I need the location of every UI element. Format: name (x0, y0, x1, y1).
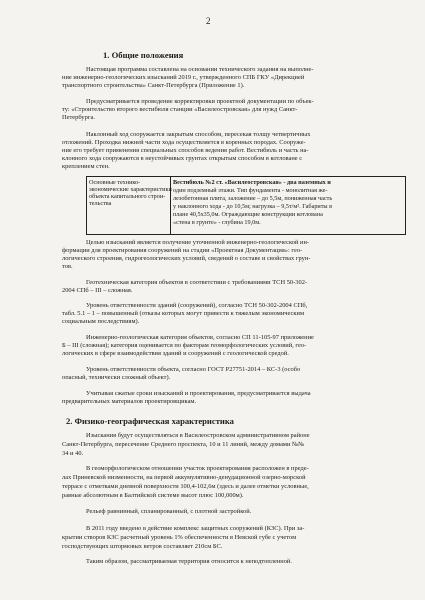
s1-para2-line1: Предусматривается проведение корректировки проектной документации по объек- (86, 98, 314, 105)
s1-para4-line2: формации для проектирования сооружений на стадии «Проектная Документация»: гео- (62, 247, 303, 254)
s2-para5-line1: Таким образом, рассматриваемая территория относится к неподтопленной. (86, 558, 292, 565)
s1-para3-line4: клонного хода сооружаются в неустойчивых грунтах открытым способом в котловане с (62, 155, 303, 162)
s1-para1-line1: Настоящая программа составлена на основании технического задания на выполне- (86, 66, 314, 73)
s1-para5-line1: Геотехническая категория объектов в соответствии с требованиями ТСН 50-302- (86, 279, 308, 286)
s2-para4-line1: В 2011 году введено в действие комплекс защитных сооружений (КЗС). При за- (86, 525, 305, 532)
s1-para3-line3: ние его требует применения специальных способов ведения работ. Вестибюль и часть на- (62, 147, 309, 154)
table-right-line5: плане 40,5х35,0м. Ограждающие конструкции котлована (173, 211, 323, 218)
s1-para3-line2: отложений. Проходка нижней части хода осуществляется в коренных породах. Сооруже- (62, 139, 306, 146)
s1-para7-line3: логических в сфере взаимодействия зданий и сооружений с геологической средой. (62, 350, 289, 357)
s1-para3-line5: креплением стен. (62, 163, 110, 170)
s1-para2-line3: Петербурга. (62, 114, 95, 121)
s2-para1-line3: 34 и 40. (62, 450, 84, 457)
s1-para5-line2: 2004 СПб – III – сложная. (62, 287, 133, 294)
table-right-line3: лезобетонная плита, заложение – до 5,5м, пониженная часть (173, 195, 333, 202)
s1-para4-line1: Целью изысканий является получение уточненной инженерно-геологической ин- (86, 239, 310, 246)
s2-para2-line4: равные абсолютным в Балтийской системе высот плюс 100,000м). (62, 492, 244, 499)
table-right-line6: «стена в грунте» - глубина 19,0м. (173, 219, 261, 226)
s1-para7-line2: Б – III (сложная); категория оценивается по факторам геоморфологических условий, гео- (62, 342, 307, 349)
s2-para2-line3: террасе с отметками дневной поверхности 100,4-102,6м (здесь и далее отметки условные, (62, 483, 309, 490)
s2-para2-line2: лах Приневской низменности, на первой аккумулятивно-денудационной озерно-морской (62, 474, 306, 481)
s1-para6-line1: Уровень ответственности зданий (сооружений), согласно ТСН 50-302-2004 СПб, (86, 302, 308, 309)
characteristics-table (86, 176, 406, 235)
s1-para6-line3: социальным последствиям). (62, 318, 140, 325)
table-right-line4: у наклонного хода - до 10,5м; нагрузка – 9,5т/м². Габариты в (173, 203, 333, 210)
s2-para2-line1: В геоморфологическом отношении участок проектирования расположен в преде- (86, 465, 309, 472)
section-2-heading: 2. Физико-географическая характеристика (66, 416, 234, 426)
s2-para4-line3: господствующих штормовых ветров составляет 210см БС. (62, 543, 223, 550)
s1-para6-line2: табл. 5.1 – 1 – повышенный (отказы которых могут привести к тяжелым экономическим (62, 310, 305, 317)
table-right-line1: Вестибюль №2 ст. «Василеостровская» - два наземных и (173, 179, 331, 186)
s2-para3-line1: Рельеф равнинный, спланированный, с плотной застройкой. (86, 508, 252, 515)
s1-para1-line3: транспортного строительства» Санкт-Петербурга (Приложение 1). (62, 82, 245, 89)
table-right-line2: один подземный этажи. Тип фундамента - монолитная же- (173, 187, 328, 194)
table-left-line2: экономические характеристики (89, 186, 172, 193)
s1-para3-line1: Наклонный ход сооружается закрытым способом, пересекая толщу четвертичных (86, 131, 311, 138)
s2-para4-line2: крытии створов КЗС расчетный уровень 1% обеспеченности в Невской губе с учетом (62, 534, 297, 541)
table-left-line1: Основные технико- (89, 179, 141, 186)
s1-para7-line1: Инженерно-геологическая категория объектов, согласно СП 11-105-97 приложение (86, 334, 314, 341)
s1-para8-line2: опасный, технически сложный объект). (62, 374, 171, 381)
s2-para1-line2: Санкт-Петербурга, пересечение Среднего проспекта, 10 и 11 линий, между домами №№ (62, 441, 305, 448)
table-left-line4: тельства (89, 200, 112, 207)
table-left-line3: объекта капитального строи- (89, 193, 166, 200)
s1-para9-line1: Учитывая сжатые сроки изысканий и проектирования, предусматривается выдача (86, 390, 311, 397)
s1-para2-line2: ту: «Строительство второго вестибюля станции «Василеостровская» для нужд Санкт- (62, 106, 298, 113)
page-number: 2 (206, 16, 211, 26)
s1-para8-line1: Уровень ответственности объекта, согласно ГОСТ Р27751-2014 – КС-3 (особо (86, 366, 301, 373)
s1-para1-line2: ние инженерно-геологических изысканий 2019 г., утвержденного СПБ ГКУ «Дирекцией (62, 74, 305, 81)
section-1-heading: 1. Общие положения (103, 50, 184, 60)
s1-para4-line3: логического строения, гидрогеологических условий, сведений о составе и свойствах грун- (62, 255, 311, 262)
s2-para1-line1: Изыскания будут осуществляться в Василеостровском административном районе (86, 432, 310, 439)
s1-para4-line4: тов. (62, 263, 73, 270)
s1-para9-line2: предварительных материалов проектировщикам. (62, 398, 197, 405)
